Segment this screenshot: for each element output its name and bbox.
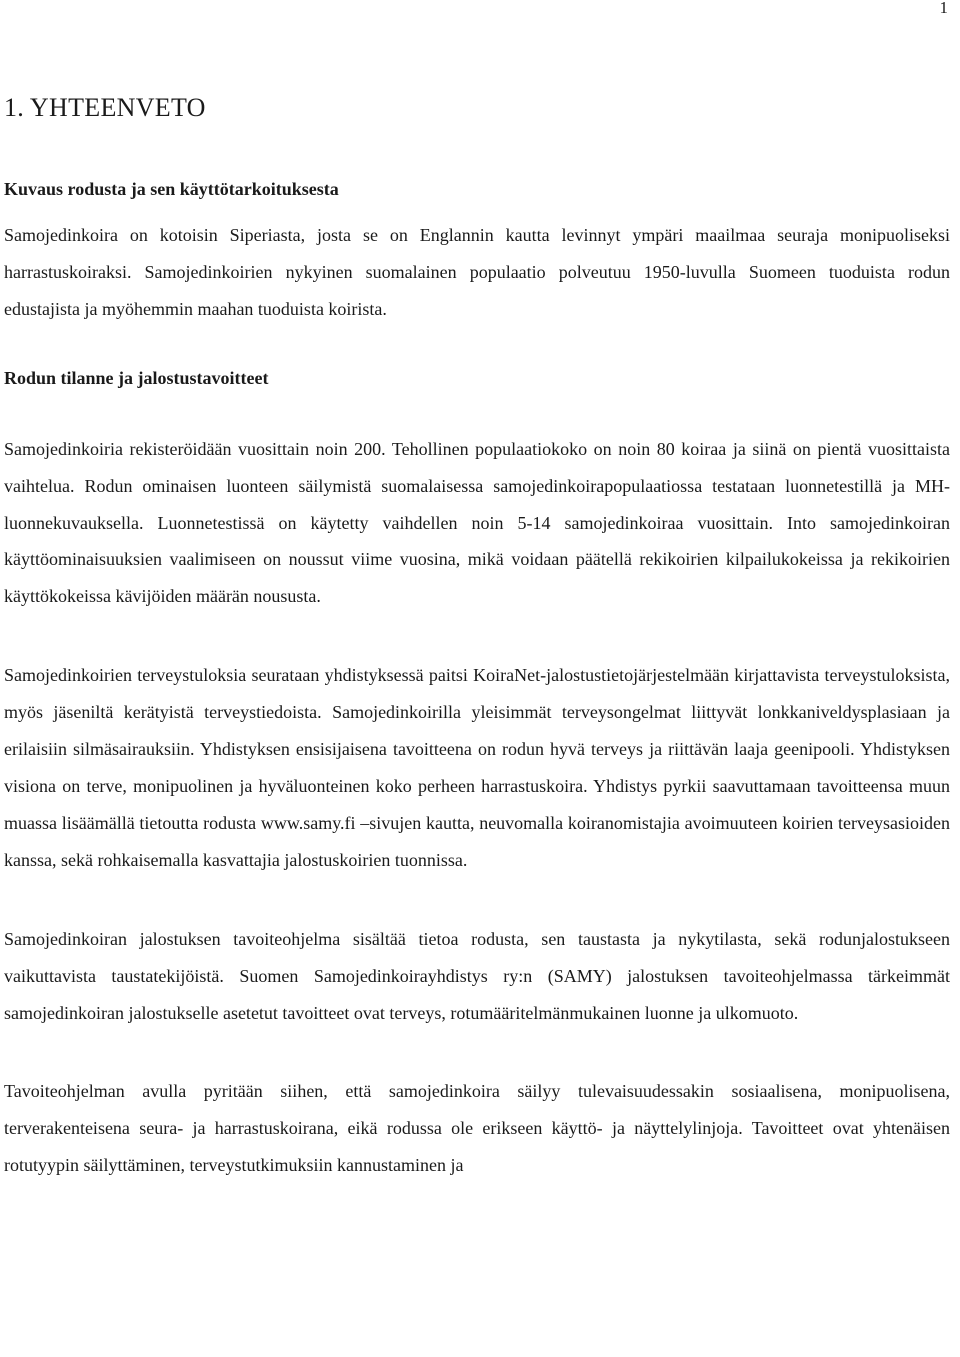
document-body — [4, 88, 950, 1184]
paragraph-registrations: Samojedinkoiria rekisteröidään vuosittain noin 200. Tehollinen populaatiokoko on noin 80 koiraa ja siinä on pientä vuosittaista vaihtelua. Rodun ominaisen luonteen säilymistä suomalaisessa samojedinkoirapopulaatiossa testataan luonnetestillä ja MH-luonnekuvauksella. Luonnetestissä on käytetty vaihdellen noin 5-14 samojedinkoiraa vuosittain. Into samojedinkoiran käyttöominaisuuksien vaalimiseen on noussut viime vuosina, mikä voidaan päätellä rekikoirien kilpailukokeissa ja rekikoirien käyttökokeissa kävijöiden määrän noususta. — [4, 438, 950, 607]
paragraph-health: Samojedinkoirien terveystuloksia seurataan yhdistyksessä paitsi KoiraNet-jalostustietojärjestelmään kirjattavista terveystuloksista, myös jäseniltä kerätyistä terveystiedoista. Samojedinkoirilla yleisimmät terveysongelmat liittyvät lonkkaniveldysplasiaan ja erilaisiin silmäsairauksiin. Yhdistyksen ensisijaisena tavoitteena on rodun hyvä terveys ja riittävän laaja geenipooli. Yhdistyksen visiona on terve, monipuolinen ja hyväluonteinen koko perheen harrastuskoira. Yhdistys pyrkii saavuttamaan tavoitteensa muun muassa lisäämällä tietoutta rodusta www.samy.fi –sivujen kautta, neuvomalla koiranomistajia avoimuuteen koirien terveysasioiden kanssa, sekä rohkaisemalla kasvattajia jalostuskoirien tuonnissa. — [4, 665, 950, 870]
paragraph-breeding-program: Samojedinkoiran jalostuksen tavoiteohjelma sisältää tietoa rodusta, sen taustasta ja nykytilasta, sekä rodunjalostukseen vaikuttavista taustatekijöistä. Suomen Samojedinkoirayhdistys ry:n (SAMY) jalostuksen tavoiteohjelmassa tärkeimmät samojedinkoiran jalostukselle asetetut tavoitteet ovat terveys, rotumääritelmänmukainen luonne ja ulkomuoto. — [4, 928, 950, 1023]
section-heading-status-goals: Rodun tilanne ja jalostustavoitteet — [4, 367, 269, 388]
main-heading: 1. YHTEENVETO — [4, 93, 206, 122]
paragraph-program-goals: Tavoiteohjelman avulla pyritään siihen, että samojedinkoira säilyy tulevaisuudessakin sosiaalisena, monipuolisena, terverakenteisena seura- ja harrastuskoirana, eikä rodussa ole erikseen käyttö- ja näyttelylinjoja. Tavoitteet ovat yhtenäisen rotutyypin säilyttäminen, terveystutkimuksiin kannustaminen ja — [4, 1081, 950, 1176]
section-heading-description: Kuvaus rodusta ja sen käyttötarkoituksesta — [4, 179, 339, 199]
paragraph-description: Samojedinkoira on kotoisin Siperiasta, josta se on Englannin kautta levinnyt ympäri maailmaa seuraja monipuoliseksi harrastuskoiraksi. Samojedinkoirien nykyinen suomalainen populaatio polveutuu 1950-luvulla Suomeen tuoduista rodun edustajista ja myöhemmin maahan tuoduista koirista. — [4, 225, 950, 319]
page-number: 1 — [939, 0, 948, 17]
